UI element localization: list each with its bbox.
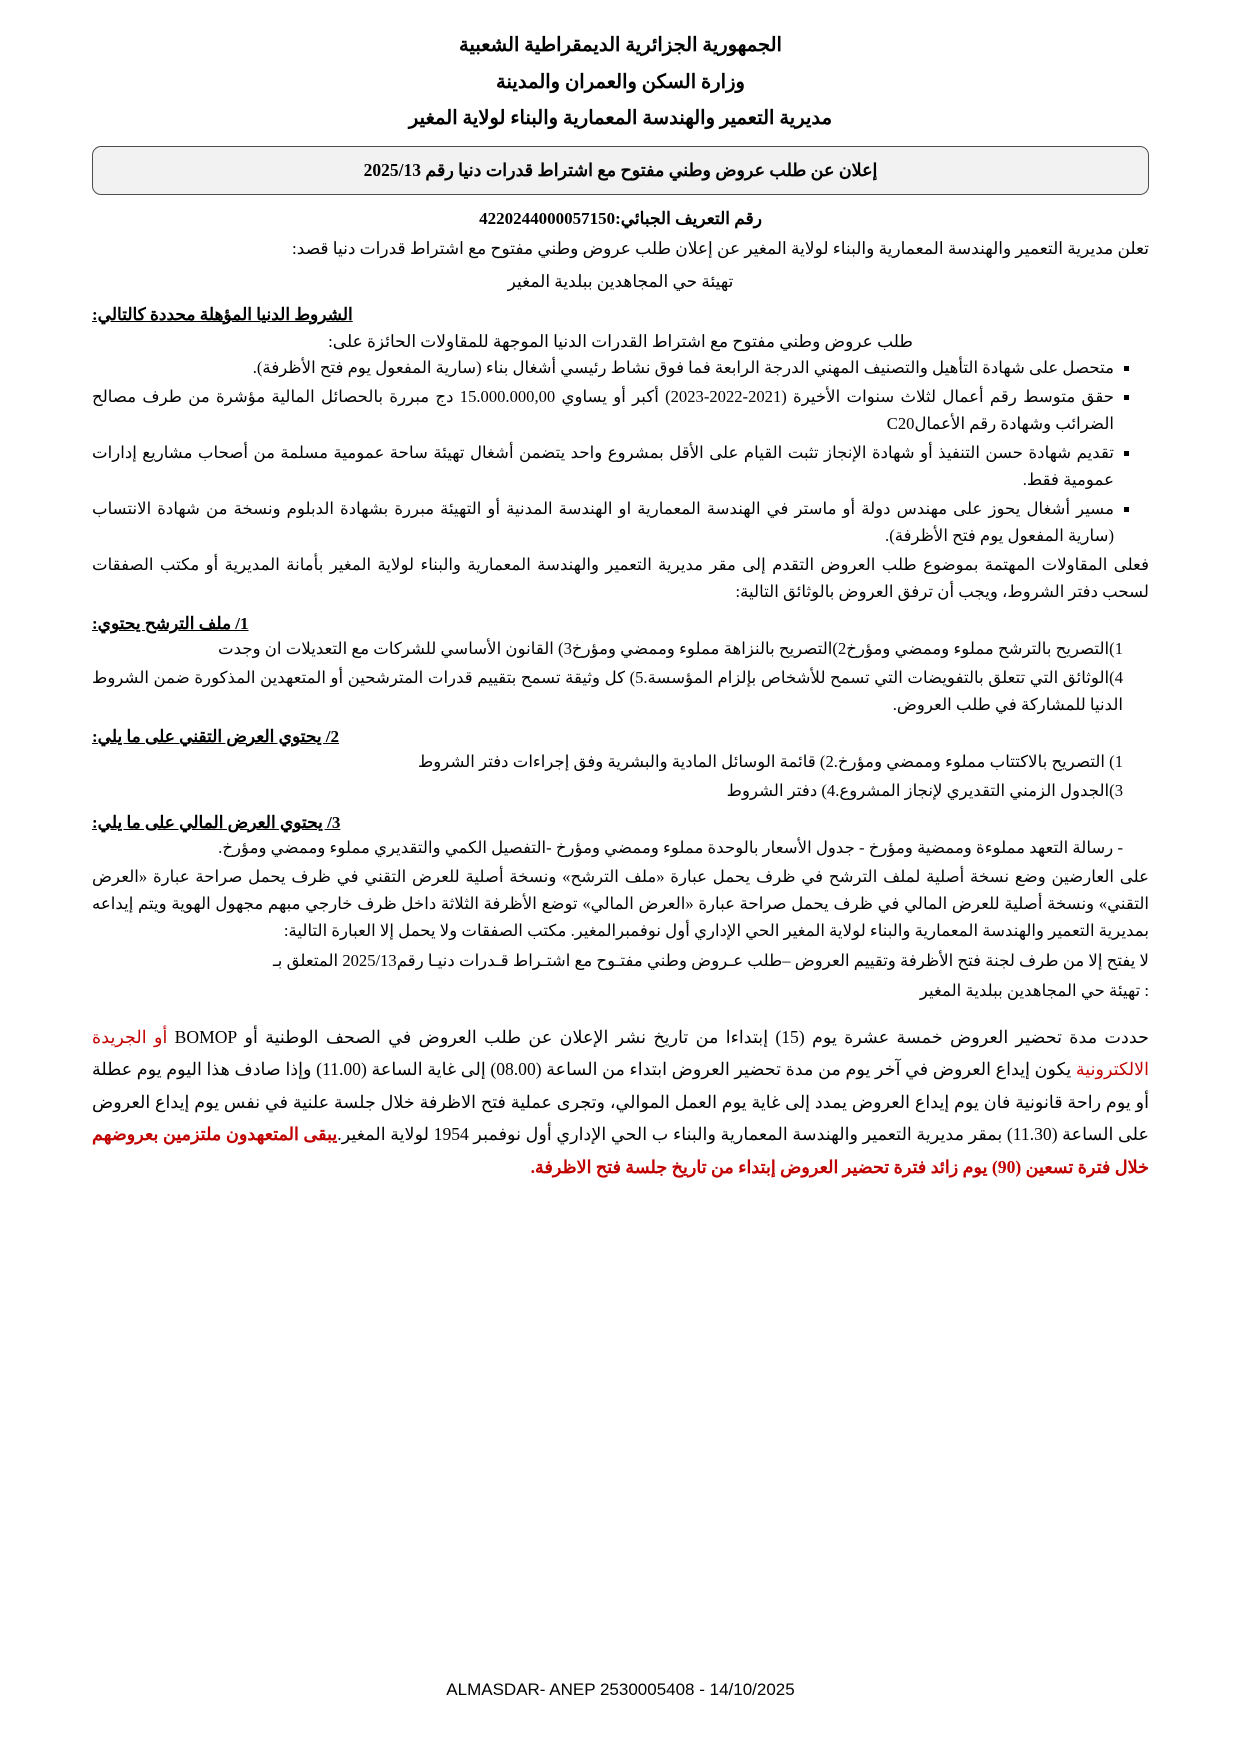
section-3-envelope-label: لا يفتح إلا من طرف لجنة فتح الأظرفة وتقييم العروض –طلب عـروض وطني مفتـوح مع اشتـراط قـدرات دنيـا رقم2025/13 المتعلق بـ — [272, 951, 1149, 971]
section-3-line-1: - رسالة التعهد مملوءة وممضية ومؤرخ - جدول الأسعار بالوحدة مملوء وممضي ومؤرخ -التفصيل الكمي والتقديري مملوء وممضي ومؤرخ. — [218, 837, 1123, 857]
condition-item: حقق متوسط رقم أعمال لثلاث سنوات الأخيرة (2021-2022-2023) أكبر أو يساوي 15.000.000,00 دج مبررة بالحصائل المالية مؤشرة من طرف مصالح الضرائب وشهادة رقم الأعمالC20 — [92, 384, 1131, 437]
condition-item: مسير أشغال يحوز على مهندس دولة أو ماستر في الهندسة المعمارية او الهندسة المدنية أو التهيئة مبررة بشهادة الدبلوم ونسخة من شهادة الانتساب (سارية المفعول يوم فتح الأظرفة). — [92, 496, 1131, 549]
submission-paragraph: فعلى المقاولات المهتمة بموضوع طلب العروض التقدم إلى مقر مديرية التعمير والهندسة المعمارية والبناء لولاية المغير بأمانة المديرية أو مكتب الصفقات لسحب دفتر الشروط، ويجب أن ترفق العروض بالوثائق التالية: — [92, 555, 1149, 602]
condition-item: متحصل على شهادة التأهيل والتصنيف المهني الدرجة الرابعة فما فوق نشاط رئيسي أشغال بناء (سارية المفعول يوم فتح الأظرفة). — [92, 355, 1131, 382]
document-footer: ALMASDAR- ANEP 2530005408 - 14/10/2025 — [446, 1680, 795, 1699]
deadline-notice — [92, 1021, 1149, 1184]
section-2-heading: 2/ يحتوي العرض التقني على ما يلي: — [92, 726, 340, 746]
deadline-notice-part-3: يكون إيداع العروض في آخر يوم من مدة تحضير العروض ابتداء من الساعة (08.00) إلى غاية الساعة (11.00) وإذا صادف هذا اليوم يوم عطلة أو يوم راحة قانونية فان يوم إيداع العروض يمدد إلى غاية يوم العمل الموالي، وتجرى عملية فتح الاظرفة خلال جلسة علنية في نفس يوم إيداع العروض على الساعة (11.30) بمقر مديرية التعمير والهندسة المعمارية والبناء ب الحي الإداري أول نوفمبر 1954 لولاية المغير. — [92, 1059, 1149, 1145]
electronic-journal-red-text: أو الجريدة الالكترونية — [92, 1026, 1150, 1080]
announcement-title-box — [92, 146, 1149, 195]
deadline-notice-part-1: حددت مدة تحضير العروض خمسة عشرة يوم (15) إبتداءا من تاريخ نشر الإعلان عن طلب العروض في الصحف الوطنية أو — [237, 1026, 1149, 1047]
section-1-heading: 1/ ملف الترشح يحتوي: — [92, 614, 249, 634]
header-line-ministry: وزارة السكن والعمران والمدينة — [496, 71, 745, 93]
tax-identification-number: رقم التعريف الجبائي:4220244000057150 — [479, 208, 762, 228]
conditions-heading: الشروط الدنيا المؤهلة محددة كالتالي: — [92, 304, 353, 324]
section-2-line-1: 1) التصريح بالاكتتاب مملوء وممضي ومؤرخ.2) قائمة الوسائل المادية والبشرية وفق إجراءات دفتر الشروط — [417, 751, 1123, 771]
document-header — [92, 36, 1149, 129]
announcement-title-text: إعلان عن طلب عروض وطني مفتوح مع اشتراط قدرات دنيا رقم 2025/13 — [363, 159, 878, 180]
intro-paragraph: تعلن مديرية التعمير والهندسة المعمارية والبناء لولاية المغير عن إعلان طلب عروض وطني مفتوح مع اشتراط قدرات دنيا قصد: — [292, 238, 1149, 258]
project-subject: تهيئة حي المجاهدين ببلدية المغير — [507, 272, 734, 292]
section-1-line-2: 4)الوثائق التي تتعلق بالتفويضات التي تسمح للأشخاص بإلزام المؤسسة.5) كل وثيقة تسمح بتقييم قدرات المترشحين أو المتعهدين المذكورة ضمن الشروط الدنيا للمشاركة في طلب العروض. — [92, 668, 1123, 714]
bid-validity-red-text: يبقى المتعهدون ملتزمين بعروضهم خلال فترة تسعين (90) يوم زائد فترة تحضير العروض إبتداء من تاريخ جلسة فتح الاظرفة. — [92, 1124, 1149, 1177]
header-line-directorate: مديرية التعمير والهندسة المعمارية والبناء لولاية المغير — [408, 108, 833, 129]
section-3-heading: 3/ يحتوي العرض المالي على ما يلي: — [92, 812, 341, 832]
bomop-label: BOMOP — [174, 1026, 238, 1047]
conditions-lead: طلب عروض وطني مفتوح مع اشتراط القدرات الدنيا الموجهة للمقاولات الحائزة على: — [328, 331, 913, 351]
conditions-list — [92, 355, 1149, 550]
condition-item: تقديم شهادة حسن التنفيذ أو شهادة الإنجاز تثبت القيام على الأقل بمشروع واحد يتضمن أشغال تهيئة ساحة عمومية مسلمة من أصحاب مشاريع إدارات عمومية فقط. — [92, 440, 1131, 493]
section-3-envelope-instructions: على العارضين وضع نسخة أصلية لملف الترشح في ظرف يحمل عبارة «ملف الترشح» ونسخة أصلية للعرض التقني في ظرف يحمل صراحة عبارة «العرض التقني» ونسخة أصلية للعرض المالي في ظرف يحمل صراحة عبارة «العرض المالي» توضع الأظرفة الثلاثة داخل ظرف خارجي مبهم مجهول الهوية ويتم إيداعه بمديرية التعمير والهندسة المعمارية والبناء لولاية المغير الحي الإداري أول نوفمبرالمغير. مكتب الصفقات ولا يحمل إلا العبارة التالية: — [92, 867, 1149, 941]
header-line-republic: الجمهورية الجزائرية الديمقراطية الشعبية — [459, 35, 782, 56]
section-2-line-2: 3)الجدول الزمني التقديري لإنجاز المشروع.4) دفتر الشروط — [726, 780, 1123, 800]
section-3-envelope-subject: : تهيئة حي المجاهدين ببلدية المغير — [919, 980, 1149, 1000]
section-1-line-1: 1)التصريح بالترشح مملوء وممضي ومؤرخ2)التصريح بالنزاهة مملوء وممضي ومؤرخ3) القانون الأساسي للشركات مع التعديلات ان وجدت — [218, 639, 1123, 659]
